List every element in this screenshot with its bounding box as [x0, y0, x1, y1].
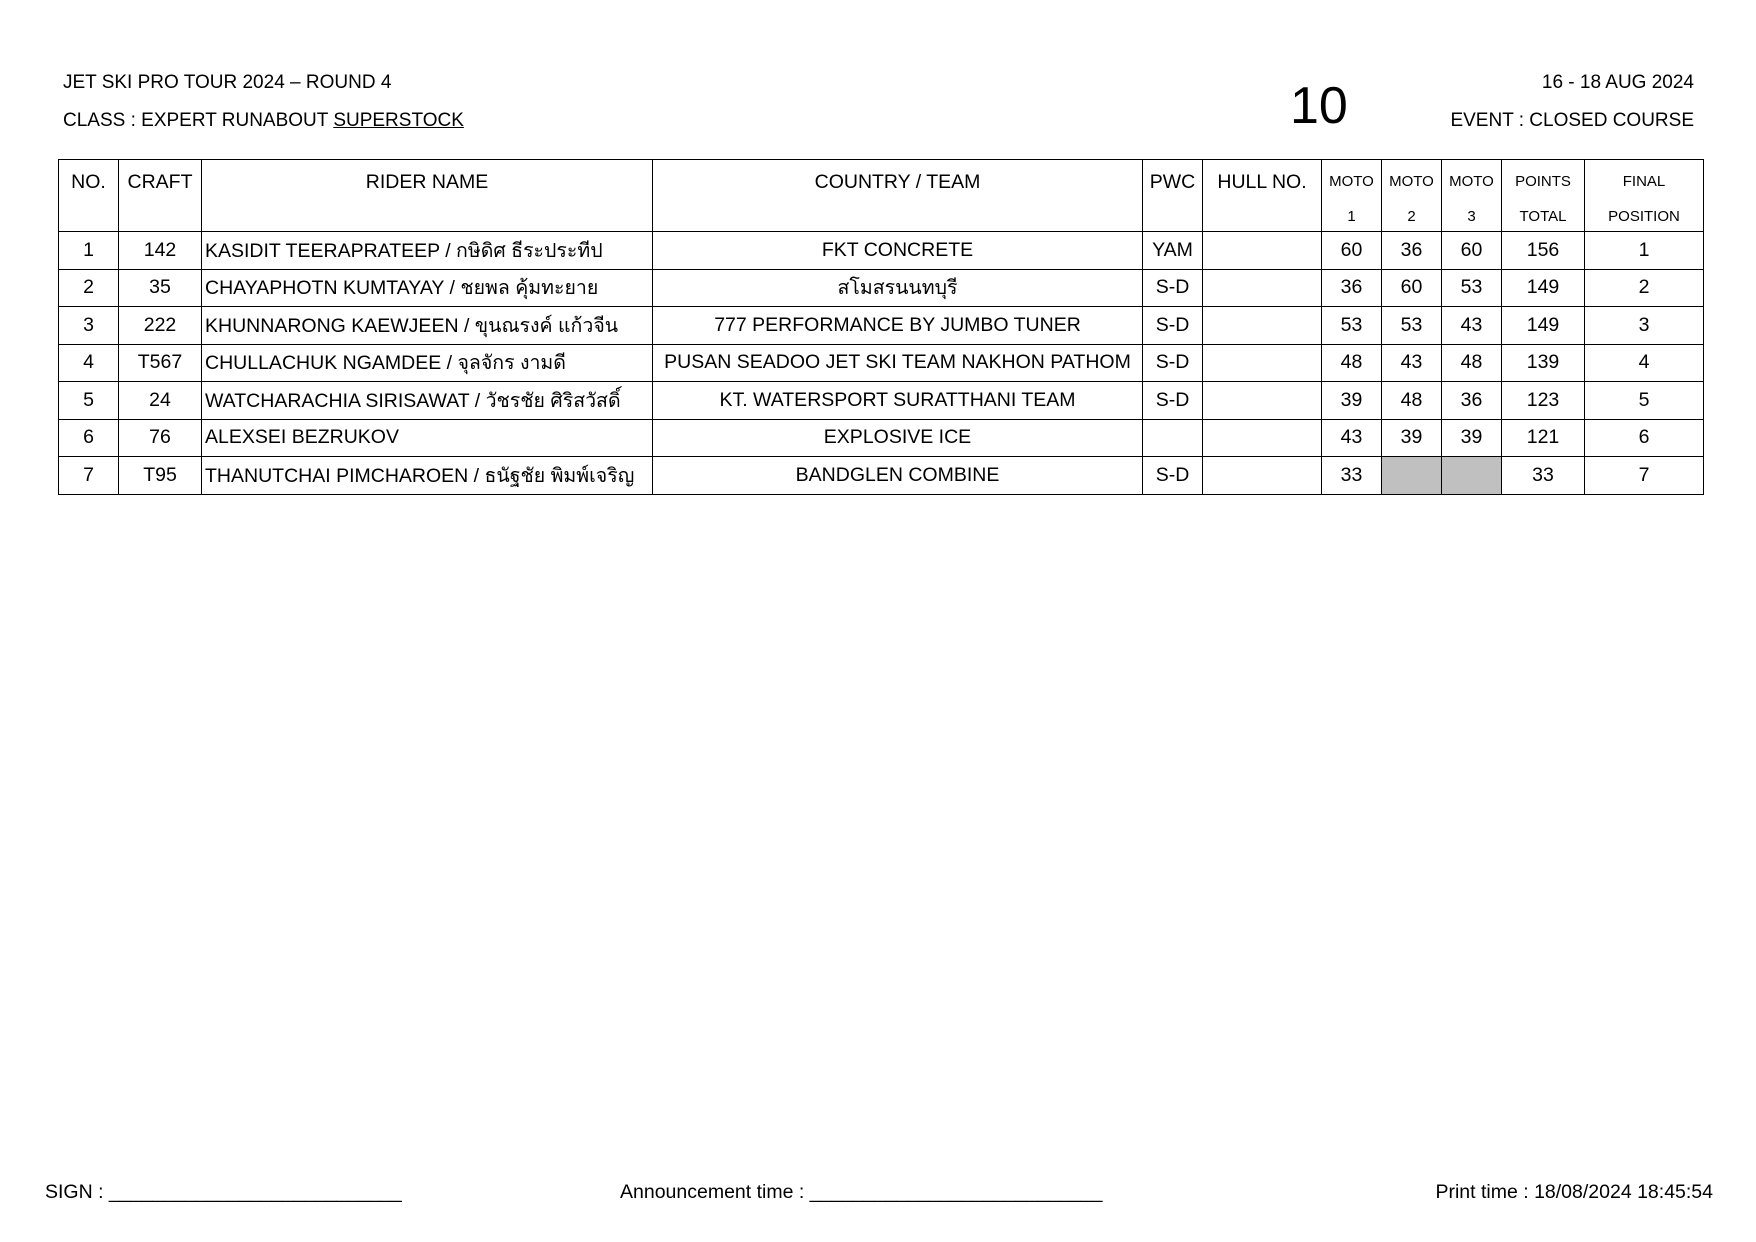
col-craft: CRAFT — [119, 160, 202, 232]
cell-moto-1: 43 — [1322, 419, 1382, 457]
cell-team: BANDGLEN COMBINE — [653, 457, 1143, 495]
cell-team: KT. WATERSPORT SURATTHANI TEAM — [653, 382, 1143, 420]
cell-moto-1: 48 — [1322, 344, 1382, 382]
cell-hull — [1203, 307, 1322, 345]
cell-moto-3 — [1442, 457, 1502, 495]
cell-no: 6 — [59, 419, 119, 457]
cell-rider: KHUNNARONG KAEWJEEN / ขุนณรงค์ แก้วจีน — [202, 307, 653, 345]
cell-points-total: 139 — [1502, 344, 1585, 382]
cell-moto-2: 39 — [1382, 419, 1442, 457]
cell-rider: WATCHARACHIA SIRISAWAT / วัชรชัย ศิริสวัสดิ์ — [202, 382, 653, 420]
cell-craft: T567 — [119, 344, 202, 382]
cell-moto-3: 43 — [1442, 307, 1502, 345]
cell-moto-3: 48 — [1442, 344, 1502, 382]
cell-pwc — [1143, 419, 1203, 457]
col-country-team: COUNTRY / TEAM — [653, 160, 1143, 232]
cell-craft: 76 — [119, 419, 202, 457]
cell-hull — [1203, 419, 1322, 457]
cell-points-total: 123 — [1502, 382, 1585, 420]
cell-moto-3: 39 — [1442, 419, 1502, 457]
cell-team: 777 PERFORMANCE BY JUMBO TUNER — [653, 307, 1143, 345]
col-moto-2: MOTO 2 — [1382, 160, 1442, 232]
cell-craft: T95 — [119, 457, 202, 495]
cell-no: 1 — [59, 232, 119, 270]
cell-final-position: 1 — [1585, 232, 1704, 270]
cell-rider: CHAYAPHOTN KUMTAYAY / ชยพล คุ้มทะยาย — [202, 269, 653, 307]
class-name: SUPERSTOCK — [333, 110, 464, 131]
cell-moto-2: 53 — [1382, 307, 1442, 345]
cell-no: 3 — [59, 307, 119, 345]
cell-moto-1: 53 — [1322, 307, 1382, 345]
table-row — [59, 419, 1704, 457]
table-row — [59, 382, 1704, 420]
cell-rider: CHULLACHUK NGAMDEE / จุลจักร งามดี — [202, 344, 653, 382]
cell-team: FKT CONCRETE — [653, 232, 1143, 270]
announcement-time: Announcement time : ___________________________ — [620, 1181, 1103, 1203]
cell-moto-3: 36 — [1442, 382, 1502, 420]
cell-pwc: YAM — [1143, 232, 1203, 270]
cell-moto-1: 60 — [1322, 232, 1382, 270]
cell-moto-3: 53 — [1442, 269, 1502, 307]
cell-points-total: 121 — [1502, 419, 1585, 457]
table-row — [59, 344, 1704, 382]
cell-rider: ALEXSEI BEZRUKOV — [202, 419, 653, 457]
cell-points-total: 33 — [1502, 457, 1585, 495]
cell-rider: THANUTCHAI PIMCHAROEN / ธนัฐชัย พิมพ์เจริญ — [202, 457, 653, 495]
col-points-total: POINTS TOTAL — [1502, 160, 1585, 232]
event-date: 16 - 18 AUG 2024 — [1541, 72, 1694, 93]
cell-moto-2 — [1382, 457, 1442, 495]
cell-team: PUSAN SEADOO JET SKI TEAM NAKHON PATHOM — [653, 344, 1143, 382]
event-type: EVENT : CLOSED COURSE — [1450, 110, 1694, 131]
cell-final-position: 6 — [1585, 419, 1704, 457]
col-final-position: FINAL POSITION — [1585, 160, 1704, 232]
cell-no: 5 — [59, 382, 119, 420]
print-time: Print time : 18/08/2024 18:45:54 — [1435, 1181, 1713, 1203]
cell-moto-1: 33 — [1322, 457, 1382, 495]
sign-line: SIGN : ___________________________ — [45, 1181, 402, 1203]
table-row — [59, 457, 1704, 495]
cell-no: 7 — [59, 457, 119, 495]
cell-team: สโมสรนนทบุรี — [653, 269, 1143, 307]
table-row — [59, 269, 1704, 307]
cell-hull — [1203, 457, 1322, 495]
cell-pwc: S-D — [1143, 307, 1203, 345]
cell-pwc: S-D — [1143, 269, 1203, 307]
cell-moto-3: 60 — [1442, 232, 1502, 270]
cell-final-position: 2 — [1585, 269, 1704, 307]
cell-points-total: 149 — [1502, 307, 1585, 345]
header-row — [59, 160, 1704, 232]
col-hull-no: HULL NO. — [1203, 160, 1322, 232]
cell-hull — [1203, 344, 1322, 382]
cell-team: EXPLOSIVE ICE — [653, 419, 1143, 457]
cell-no: 4 — [59, 344, 119, 382]
cell-pwc: S-D — [1143, 344, 1203, 382]
cell-hull — [1203, 382, 1322, 420]
cell-craft: 222 — [119, 307, 202, 345]
col-moto-3: MOTO 3 — [1442, 160, 1502, 232]
heat-number: 10 — [1290, 77, 1348, 135]
cell-hull — [1203, 232, 1322, 270]
cell-final-position: 5 — [1585, 382, 1704, 420]
table-row — [59, 232, 1704, 270]
cell-points-total: 149 — [1502, 269, 1585, 307]
class-prefix: CLASS : EXPERT RUNABOUT — [63, 110, 329, 131]
cell-final-position: 3 — [1585, 307, 1704, 345]
cell-moto-2: 60 — [1382, 269, 1442, 307]
cell-moto-1: 36 — [1322, 269, 1382, 307]
table-row — [59, 307, 1704, 345]
col-pwc: PWC — [1143, 160, 1203, 232]
cell-pwc: S-D — [1143, 457, 1203, 495]
cell-moto-2: 36 — [1382, 232, 1442, 270]
col-rider-name: RIDER NAME — [202, 160, 653, 232]
cell-craft: 24 — [119, 382, 202, 420]
class-line — [63, 110, 464, 132]
cell-no: 2 — [59, 269, 119, 307]
event-title: JET SKI PRO TOUR 2024 – ROUND 4 — [63, 72, 392, 93]
cell-final-position: 4 — [1585, 344, 1704, 382]
cell-moto-1: 39 — [1322, 382, 1382, 420]
cell-points-total: 156 — [1502, 232, 1585, 270]
cell-craft: 142 — [119, 232, 202, 270]
col-no: NO. — [59, 160, 119, 232]
cell-rider: KASIDIT TEERAPRATEEP / กษิดิศ ธีระประทีป — [202, 232, 653, 270]
cell-hull — [1203, 269, 1322, 307]
cell-moto-2: 43 — [1382, 344, 1442, 382]
cell-craft: 35 — [119, 269, 202, 307]
col-moto-1: MOTO 1 — [1322, 160, 1382, 232]
cell-moto-2: 48 — [1382, 382, 1442, 420]
results-table — [58, 159, 1704, 495]
cell-final-position: 7 — [1585, 457, 1704, 495]
cell-pwc: S-D — [1143, 382, 1203, 420]
